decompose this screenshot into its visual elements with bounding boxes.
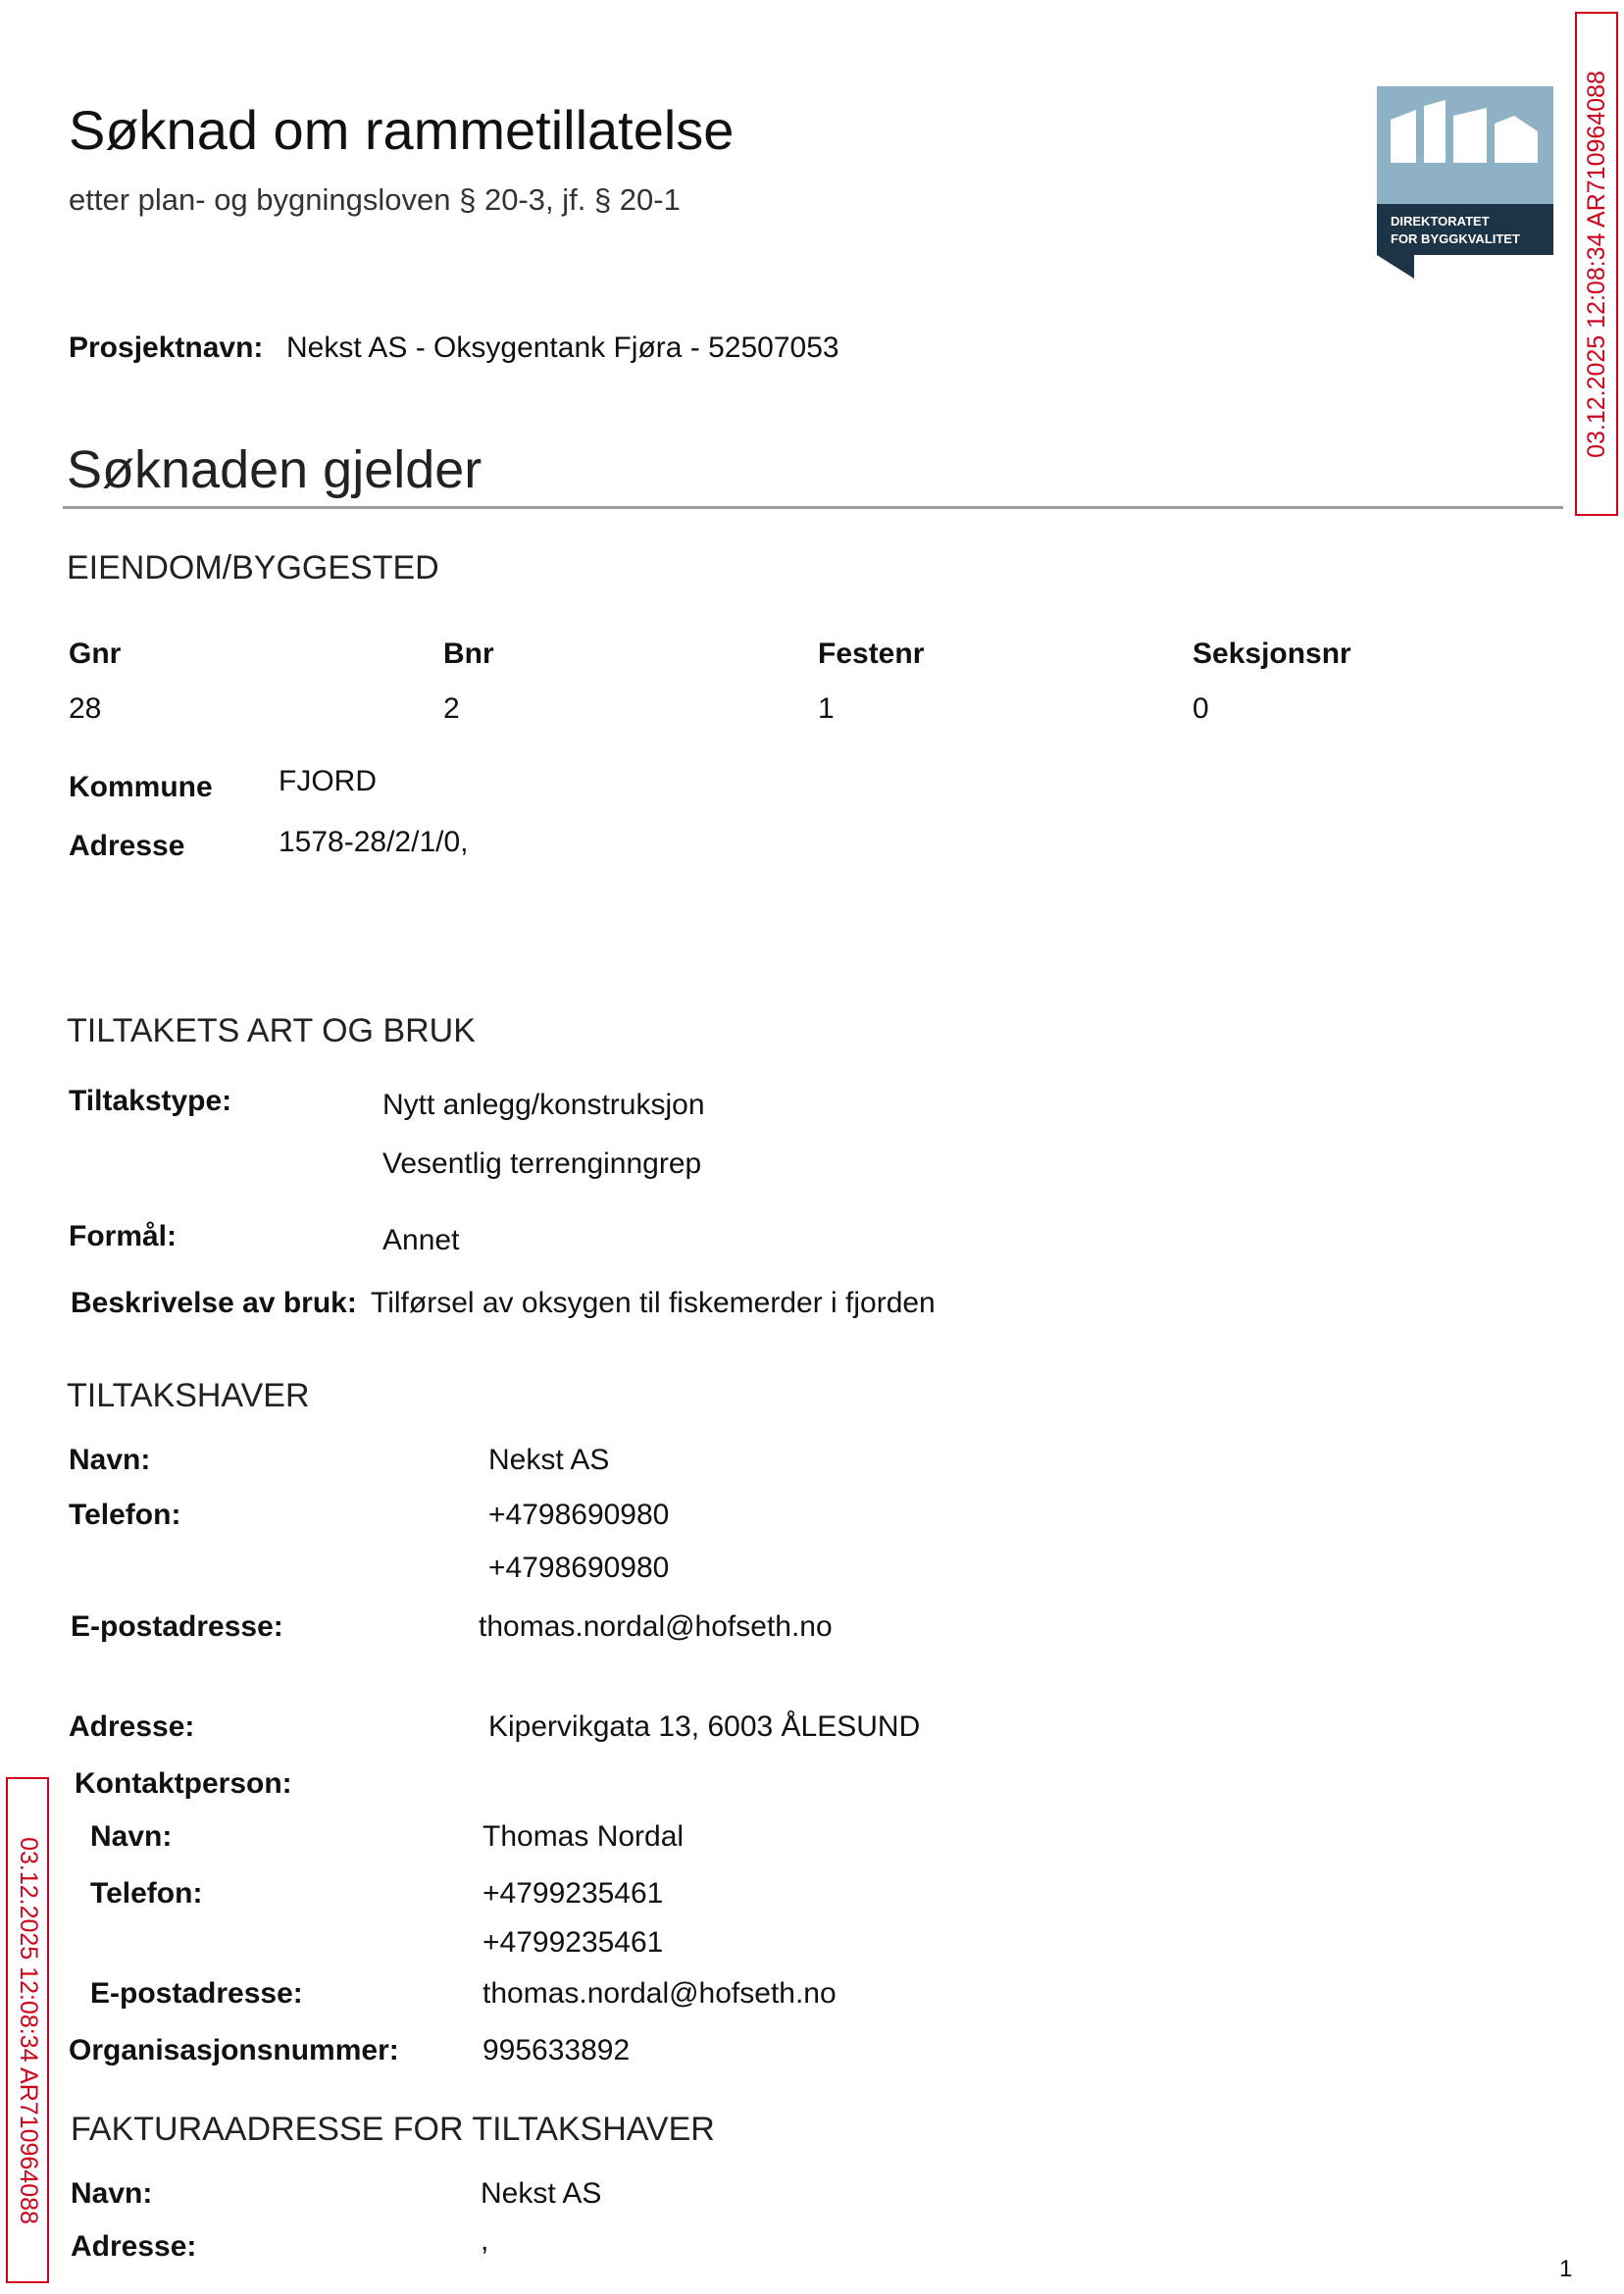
formal-value: Annet [382,1224,460,1256]
bnr-label: Bnr [443,637,494,670]
logo-text-line1: DIREKTORATET [1391,214,1490,229]
festenr-label: Festenr [818,637,925,670]
tiltakshaver-email-label: E-postadresse: [71,1610,283,1643]
org-number-label: Organisasjonsnummer: [69,2034,399,2066]
contact-phone-value-2: +4799235461 [482,1926,664,1959]
contact-person-label: Kontaktperson: [75,1767,292,1800]
logo-building-2 [1424,100,1446,163]
tiltakstype-label: Tiltakstype: [69,1085,232,1117]
document-title: Søknad om rammetillatelse [69,99,735,161]
contact-phone-label: Telefon: [90,1877,203,1910]
gnr-value: 28 [69,692,102,725]
invoice-address-value: , [481,2224,489,2257]
section-divider [63,506,1563,509]
tiltakshaver-heading: TILTAKSHAVER [67,1377,310,1414]
timestamp-stamp-bottom-text: 03.12.2025 12:08:34 AR710964088 [14,1836,42,2224]
timestamp-stamp-bottom [6,1777,49,2283]
beskrivelse-label: Beskrivelse av bruk: [71,1287,357,1319]
seksjonsnr-label: Seksjonsnr [1193,637,1351,670]
property-address-label: Adresse [69,830,185,862]
gnr-label: Gnr [69,637,122,670]
tiltakshaver-phone-label: Telefon: [69,1499,181,1531]
bnr-value: 2 [443,692,460,725]
kommune-value: FJORD [279,765,377,797]
tiltakshaver-name-label: Navn: [69,1444,151,1476]
tiltakshaver-phone-value-1: +4798690980 [488,1499,670,1531]
org-number-value: 995633892 [482,2034,631,2066]
contact-name-value: Thomas Nordal [482,1820,685,1853]
invoice-address-label: Adresse: [71,2230,197,2263]
page-number: 1 [1559,2256,1573,2282]
section-heading: Søknaden gjelder [67,440,482,499]
timestamp-stamp-top-text: 03.12.2025 12:08:34 AR710964088 [1582,70,1610,458]
property-address-value: 1578-28/2/1/0, [279,826,469,858]
logo-text-line2: FOR BYGGKVALITET [1391,231,1520,246]
festenr-value: 1 [818,692,835,725]
tiltakstype-value-1: Nytt anlegg/konstruksjon [382,1089,705,1121]
dibk-logo-graphic [1377,86,1553,279]
beskrivelse-value: Tilførsel av oksygen til fiskemerder i fjorden [371,1287,936,1319]
project-name-label: Prosjektnavn: [69,331,264,364]
logo-tab [1377,255,1414,279]
tiltakshaver-address-label: Adresse: [69,1710,195,1743]
document-subtitle: etter plan- og bygningsloven § 20-3, jf. § 20-1 [69,182,681,217]
logo-building-3 [1453,108,1487,163]
contact-email-value: thomas.nordal@hofseth.no [482,1977,837,2010]
tiltakshaver-email-value: thomas.nordal@hofseth.no [479,1610,833,1643]
kommune-label: Kommune [69,771,213,803]
tiltakshaver-name-value: Nekst AS [488,1444,610,1476]
invoice-name-value: Nekst AS [481,2177,602,2210]
contact-name-label: Navn: [90,1820,173,1853]
tiltakshaver-address-value: Kipervikgata 13, 6003 ÅLESUND [488,1710,921,1743]
tiltakstype-value-2: Vesentlig terrenginngrep [382,1147,702,1180]
tiltak-heading: TILTAKETS ART OG BRUK [67,1012,476,1049]
invoice-name-label: Navn: [71,2177,153,2210]
property-heading: EIENDOM/BYGGESTED [67,549,439,586]
timestamp-stamp-top [1575,12,1618,516]
contact-email-label: E-postadresse: [90,1977,303,2010]
tiltakshaver-phone-value-2: +4798690980 [488,1552,670,1584]
dibk-logo [1377,86,1553,279]
invoice-heading: FAKTURAADRESSE FOR TILTAKSHAVER [71,2111,715,2148]
project-name-value: Nekst AS - Oksygentank Fjøra - 52507053 [286,331,839,364]
logo-bottom-panel [1377,204,1553,255]
seksjonsnr-value: 0 [1193,692,1209,725]
formal-label: Formål: [69,1220,178,1252]
contact-phone-value-1: +4799235461 [482,1877,664,1910]
